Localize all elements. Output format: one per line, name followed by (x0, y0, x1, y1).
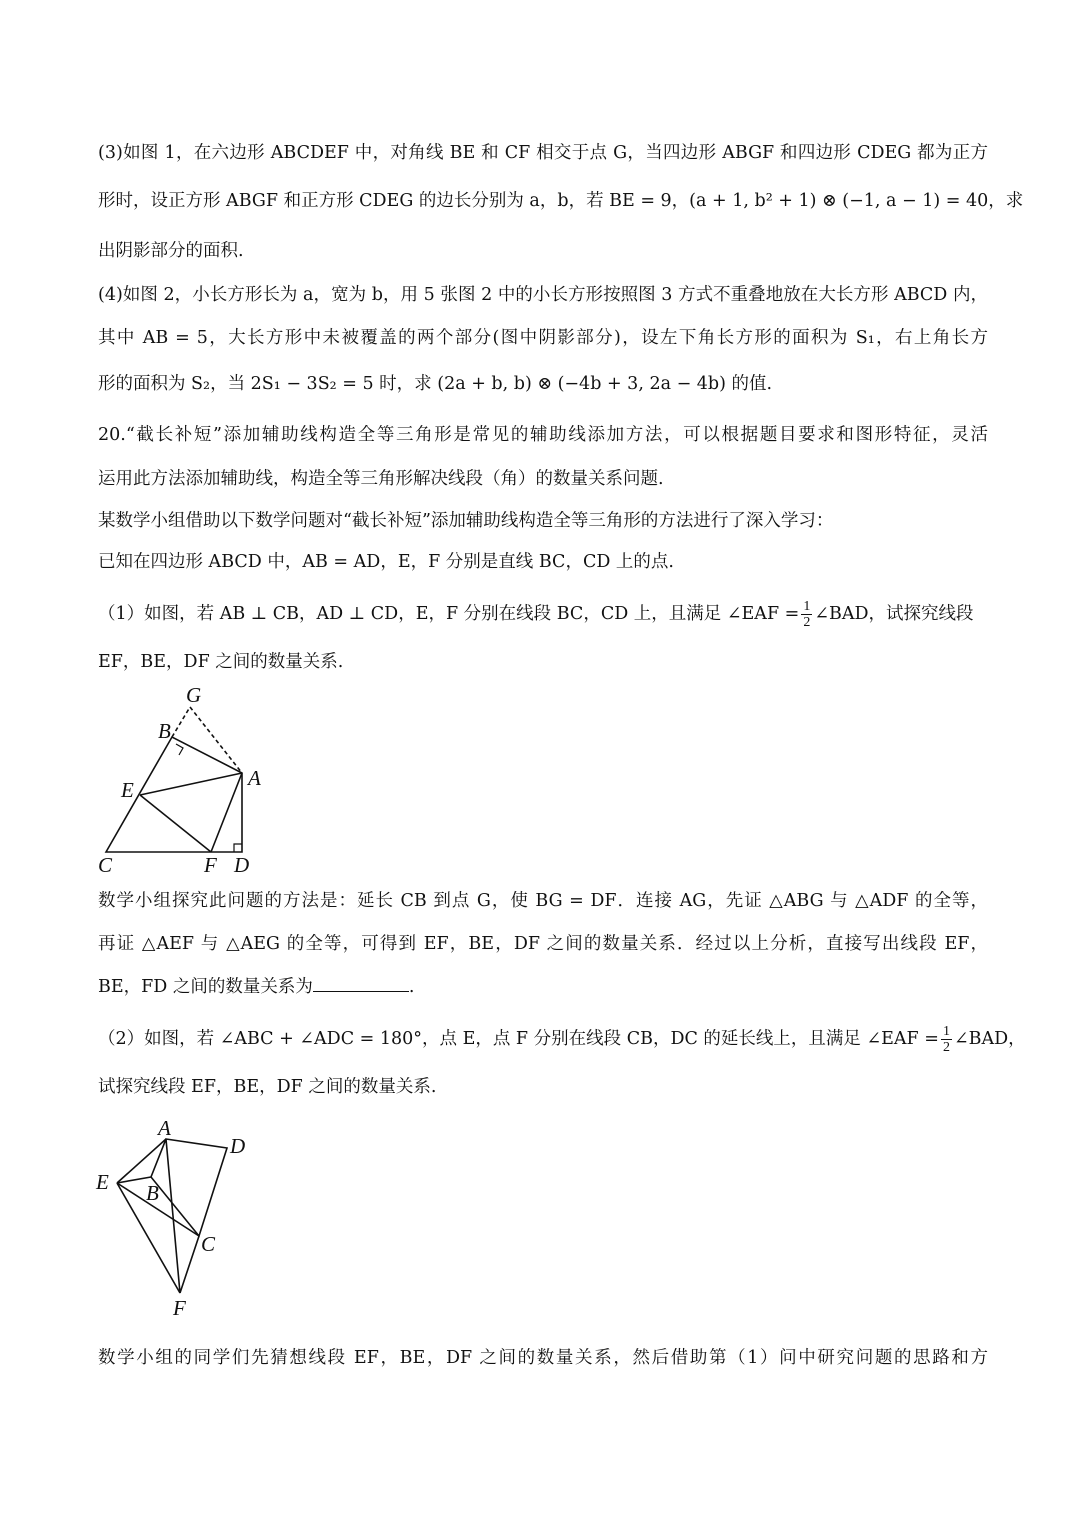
text-line: 试探究线段 EF，BE，DF 之间的数量关系. (98, 1077, 437, 1097)
label-a: A (248, 766, 261, 790)
label-f: F (204, 853, 217, 877)
fraction-numerator: 1 (942, 1024, 950, 1039)
question-20-title: 20.“截长补短”添加辅助线构造全等三角形是常见的辅助线添加方法，可以根据题目要求和图形特征，灵活 (98, 425, 988, 445)
text-line: 出阴影部分的面积. (98, 241, 244, 261)
answer-blank (313, 975, 409, 992)
part1-text-b: ∠BAD，试探究线段 (814, 604, 974, 624)
label-e: E (96, 1170, 109, 1194)
fraction-half (801, 599, 812, 630)
label-c: C (98, 853, 113, 877)
text-line: 数学小组的同学们先猜想线段 EF，BE，DF 之间的数量关系，然后借助第（1）问中研究问题的思路和方 (98, 1348, 988, 1368)
text-line: 某数学小组借助以下数学问题对“截长补短”添加辅助线构造全等三角形的方法进行了深入学习： (98, 511, 834, 531)
segment-ga-dashed (190, 707, 242, 773)
text-line: 其中 AB = 5，大长方形中未被覆盖的两个部分(图中阴影部分)，设左下角长方形的面积为 S₁，右上角长方 (98, 328, 988, 348)
label-e: E (121, 778, 134, 802)
part2-line (98, 1024, 1026, 1055)
text-line: (4)如图 2，小长方形长为 a，宽为 b，用 5 张图 2 中的小长方形按照图 3 方式不重叠地放在大长方形 ABCD 内， (98, 285, 988, 305)
text-line: 已知在四边形 ABCD 中，AB = AD，E，F 分别是直线 BC，CD 上的点. (98, 552, 674, 572)
label-d: D (234, 853, 250, 877)
text-line: (3)如图 1，在六边形 ABCDEF 中，对角线 BE 和 CF 相交于点 G，当四边形 ABGF 和四边形 CDEG 都为正方 (98, 143, 988, 163)
label-c: C (201, 1232, 216, 1256)
label-f: F (173, 1296, 186, 1320)
text-line: 运用此方法添加辅助线，构造全等三角形解决线段（角）的数量关系问题. (98, 469, 664, 489)
figure-1 (90, 680, 290, 880)
label-b: B (158, 719, 171, 743)
answer-period: . (408, 977, 415, 997)
segment-ea (140, 773, 242, 795)
part1-text-a: （1）如图，若 AB ⊥ CB，AD ⊥ CD，E，F 分别在线段 BC，CD 上，且满足 ∠EAF = (98, 604, 800, 624)
label-g: G (186, 683, 202, 707)
text-line: 形时，设正方形 ABGF 和正方形 CDEG 的边长分别为 a，b，若 BE = 9，(a + 1, b² + 1) ⊗ (−1, a − 1) = 40，求 (98, 191, 1024, 211)
answer-prompt: BE，FD 之间的数量关系为 (98, 977, 313, 997)
label-d: D (230, 1134, 246, 1158)
label-a: A (158, 1116, 171, 1140)
segment-fa (211, 773, 242, 852)
fraction-denominator: 2 (803, 615, 811, 630)
part2-text-a: （2）如图，若 ∠ABC + ∠ADC = 180°，点 E，点 F 分别在线段 CB，DC 的延长线上，且满足 ∠EAF = (98, 1029, 939, 1049)
text-line: 再证 △AEF 与 △AEG 的全等，可得到 EF，BE，DF 之间的数量关系．经过以上分析，直接写出线段 EF， (98, 934, 988, 954)
part1-line (98, 599, 988, 630)
segment-ae (117, 1139, 166, 1183)
fraction-half (941, 1024, 952, 1055)
right-angle-mark-d (234, 844, 242, 852)
text-line: EF，BE，DF 之间的数量关系. (98, 652, 344, 672)
answer-line (98, 975, 988, 999)
fraction-denominator: 2 (942, 1040, 950, 1055)
figure-2 (90, 1115, 270, 1325)
text-line: 形的面积为 S₂，当 2S₁ − 3S₂ = 5 时，求 (2a + b, b) ⊗ (−4b + 3, 2a − 4b) 的值. (98, 374, 773, 394)
segment-ef (140, 795, 211, 852)
segment-bg-dashed (172, 707, 190, 737)
right-angle-mark-b (176, 744, 183, 755)
part2-text-b: ∠BAD， (953, 1029, 1026, 1049)
quadrilateral-abcd (151, 1139, 227, 1236)
label-b: B (146, 1181, 159, 1205)
text-line: 数学小组探究此问题的方法是：延长 CB 到点 G，使 BG = DF．连接 AG，先证 △ABG 与 △ADF 的全等， (98, 891, 988, 911)
fraction-numerator: 1 (803, 599, 811, 614)
segment-cf (180, 1236, 199, 1293)
